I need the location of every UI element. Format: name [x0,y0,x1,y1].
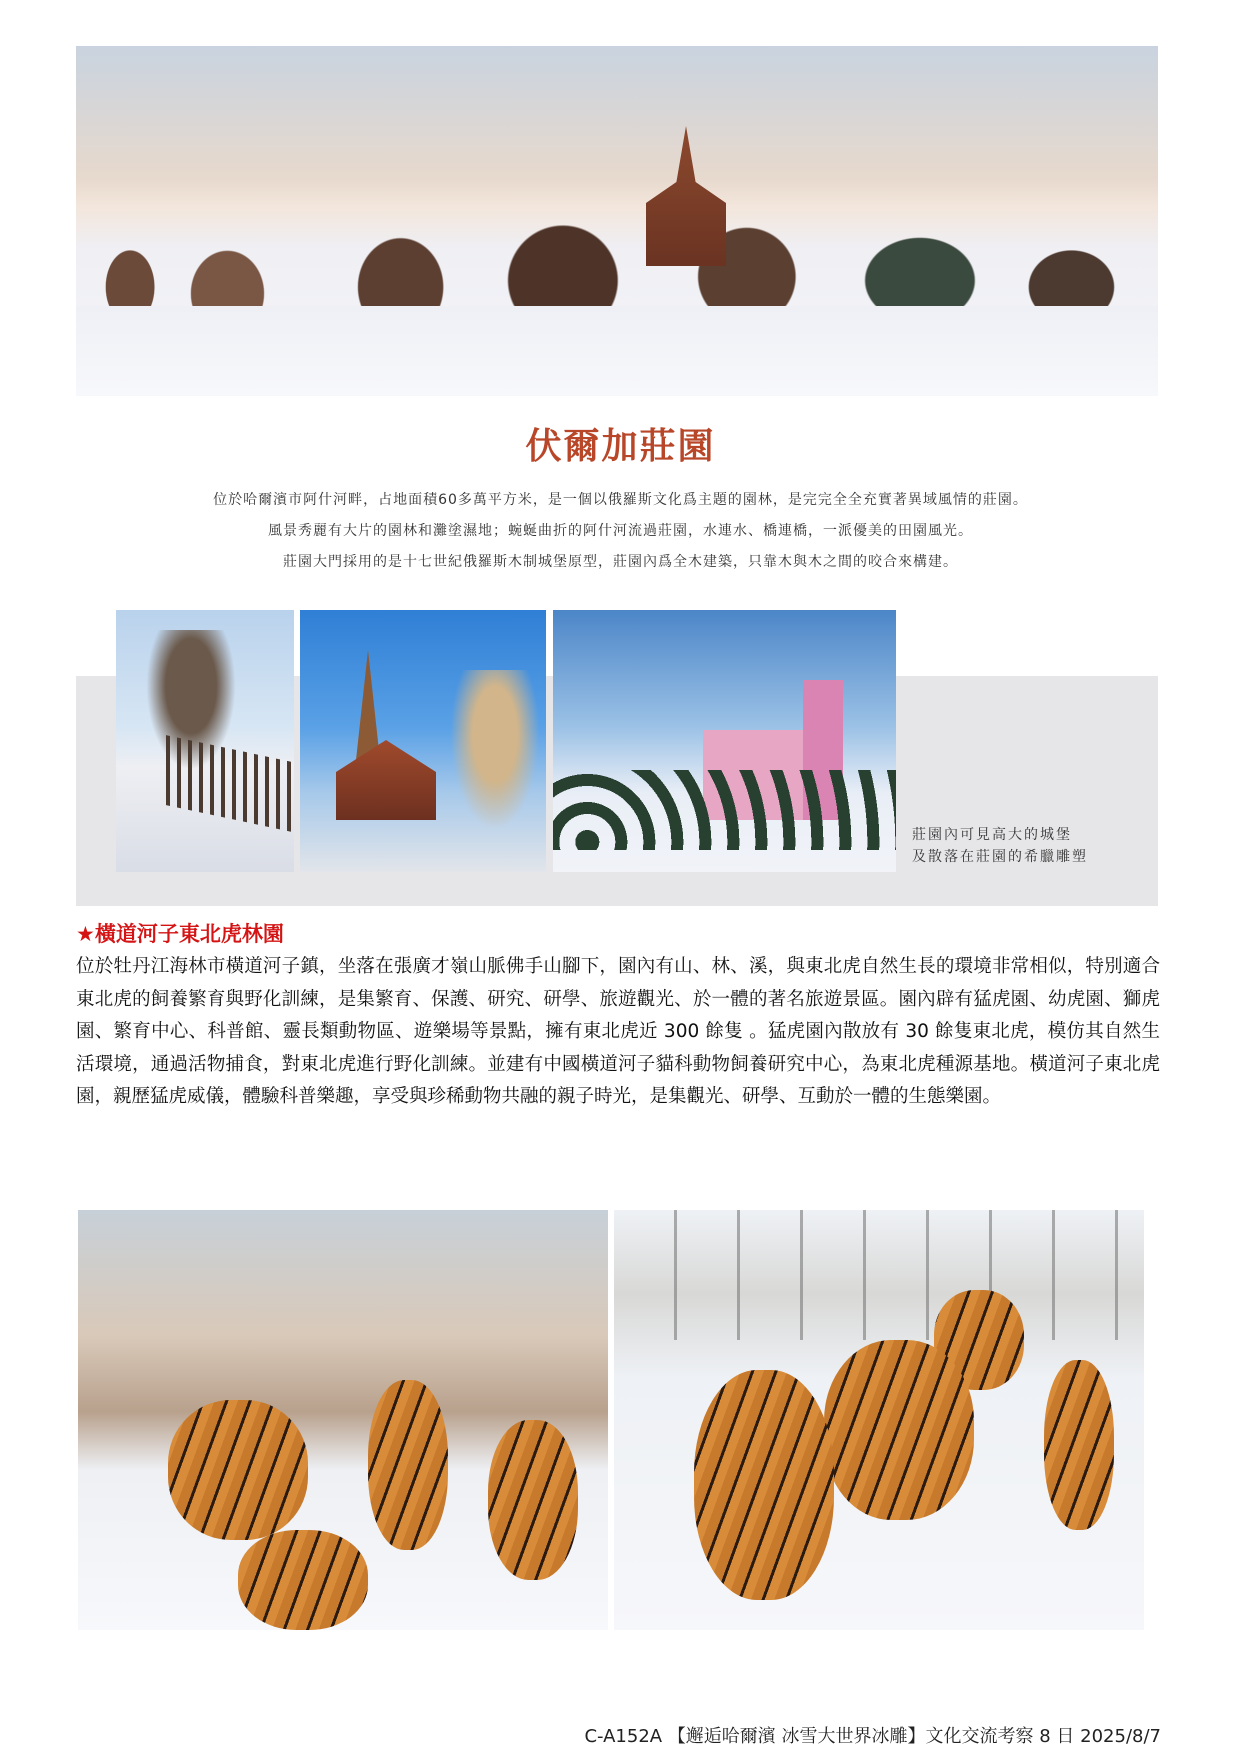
tiger-park-description: 位於牡丹江海林市橫道河子鎮，坐落在張廣才嶺山脈佛手山腳下，園內有山、林、溪，與東北虎自然生長的環境非常相似，特別適合東北虎的飼養繁育與野化訓練，是集繁育、保護、研究、研學、旅遊觀光、於一體的著名旅遊景區。園內辟有猛虎園、幼虎園、獅虎園、繁育中心、科普館、靈長類動物區、遊樂場等景點，擁有東北虎近 300 餘隻 。猛虎園內散放有 30 餘隻東北虎，模仿其自然生活環境，通過活物捕食，對東北虎進行野化訓練。並建有中國橫道河子貓科動物飼養研究中心，為東北虎種源基地。橫道河子東北虎園，親歷猛虎威儀，體驗科普樂趣，享受與珍稀動物共融的親子時光，是集觀光、研學、互動於一體的生態樂園。 [76,956,1160,1107]
tower-spire [356,650,380,760]
tigers-walking-photo [614,1210,1144,1630]
tiger [694,1370,834,1600]
wooden-house [336,740,436,820]
gallery-caption-line: 莊園內可見高大的城堡 [912,827,1072,843]
gallery-caption-line: 及散落在莊園的希臘雕塑 [912,849,1088,865]
tiger [824,1340,974,1520]
birch-tree [450,670,540,830]
tiger [168,1400,308,1540]
tiger-park-heading: ★橫道河子東北虎林園 [76,922,284,946]
manor-pink-castle-photo [553,610,896,872]
snowy-pines [553,770,896,850]
manor-fence-snow-photo [116,610,294,872]
wooden-church [646,126,726,266]
tiger [1044,1360,1114,1530]
manor-title: 伏爾加莊園 [525,425,716,467]
gallery-caption [912,824,1088,868]
manor-wooden-tower-photo [300,610,546,872]
tiger [238,1530,368,1630]
tigers-hunting-photo [78,1210,608,1630]
manor-intro-line: 位於哈爾濱市阿什河畔，占地面積60多萬平方米，是一個以俄羅斯文化爲主題的園林，是完完全全充實著異域風情的莊園。 [213,492,1028,508]
manor-intro-line: 莊園大門採用的是十七世紀俄羅斯木制城堡原型，莊園內爲全木建築，只靠木與木之間的咬合來構建。 [283,554,958,570]
enclosure-fence [614,1210,1144,1340]
volga-manor-panorama-photo [76,46,1158,396]
tiger [488,1420,578,1580]
wooden-fence [166,735,294,835]
page-footer: C-A152A 【邂逅哈爾濱 冰雪大世界冰雕】文化交流考察 8 日 2025/8/7 [584,1726,1161,1747]
manor-intro-line: 風景秀麗有大片的園林和灘塗濕地；蜿蜒曲折的阿什河流過莊園，水連水、橋連橋，一派優美的田園風光。 [268,523,973,539]
tiger [368,1380,448,1550]
snow-field [76,306,1158,396]
